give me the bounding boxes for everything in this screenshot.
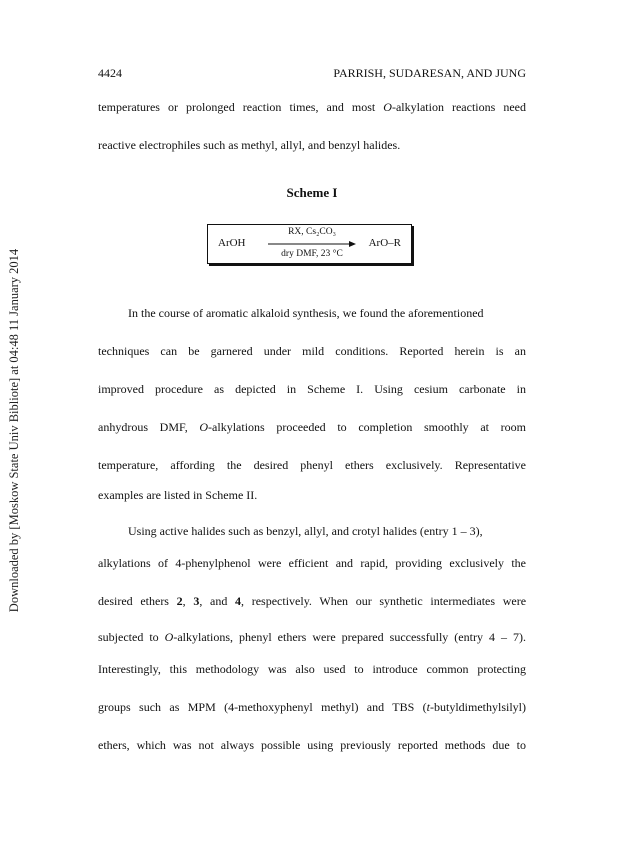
download-watermark bbox=[4, 210, 26, 650]
text-line: anhydrous DMF, O-alkylations proceeded to completion smoothly at room bbox=[98, 420, 526, 434]
text-line: Interestingly, this methodology was also used to introduce common protecting bbox=[98, 662, 526, 676]
text-line: techniques can be garnered under mild conditions. Reported herein is an bbox=[98, 344, 526, 358]
page-number: 4424 bbox=[98, 66, 122, 80]
text-line: desired ethers 2, 3, and 4, respectively. When our synthetic intermediates were bbox=[98, 594, 527, 608]
author-names: PARRISH, SUDARESAN, AND JUNG bbox=[333, 66, 526, 80]
text-line: Using active halides such as benzyl, allyl, and crotyl halides (entry 1 – 3), bbox=[128, 524, 483, 538]
running-header bbox=[98, 66, 526, 82]
text-line: groups such as MPM (4-methoxyphenyl methyl) and TBS (t-butyldimethylsilyl) bbox=[98, 700, 526, 714]
product-label: ArO–R bbox=[368, 237, 401, 249]
text-line: ethers, which was not always possible using previously reported methods due to bbox=[98, 738, 526, 752]
condition-label: dry DMF, 23 °C bbox=[281, 249, 343, 259]
text-line: temperatures or prolonged reaction times, and most O-alkylation reactions need bbox=[98, 100, 526, 114]
text-line: temperature, affording the desired phenyl ethers exclusively. Representative bbox=[98, 458, 526, 472]
reaction-scheme bbox=[207, 224, 412, 264]
text-line: examples are listed in Scheme II. bbox=[98, 488, 258, 502]
reagent-label: RX, Cs₂CO₃ bbox=[288, 227, 336, 237]
text-line: alkylations of 4-phenylphenol were efficient and rapid, providing exclusively the bbox=[98, 556, 526, 570]
scheme-title: Scheme I bbox=[286, 185, 338, 200]
text-line: In the course of aromatic alkaloid synthesis, we found the aforementioned bbox=[128, 306, 484, 320]
download-watermark-text: Downloaded by [Moskow State Univ Bibliote] at 04:48 11 January 2014 bbox=[7, 248, 22, 612]
text-line: subjected to O-alkylations, phenyl ethers were prepared successfully (entry 4 – 7). bbox=[98, 630, 526, 644]
text-line: improved procedure as depicted in Scheme I. Using cesium carbonate in bbox=[98, 382, 526, 396]
reactant-label: ArOH bbox=[218, 237, 246, 249]
text-line: reactive electrophiles such as methyl, allyl, and benzyl halides. bbox=[98, 138, 401, 152]
